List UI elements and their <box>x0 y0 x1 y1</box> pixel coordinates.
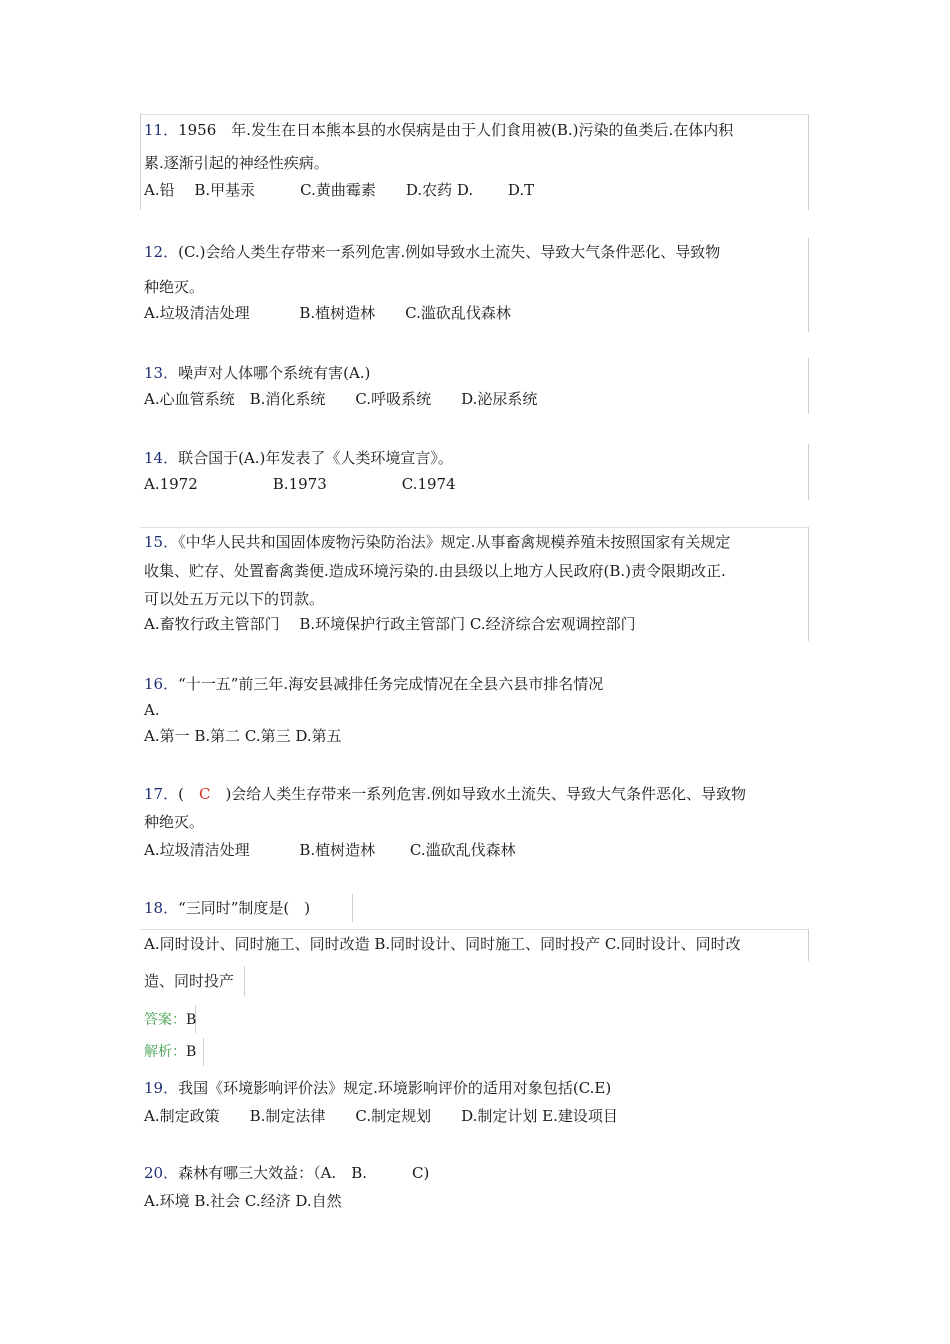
q17-options: A.垃圾清洁处理 B.植树造林 C.滥砍乱伐森林 <box>144 841 516 859</box>
q18-stem <box>144 898 310 918</box>
q20-stem-text: 森林有哪三大效益：（A. B. C) <box>178 1164 430 1182</box>
q16-stem <box>144 674 603 694</box>
q16-stem-text: “十一五”前三年.海安县减排任务完成情况在全县六县市排名情况 <box>178 675 604 693</box>
q16-answer-line: A. <box>144 701 160 719</box>
q14-right-rule <box>808 444 809 500</box>
q18-analysis-value: B <box>186 1044 197 1060</box>
q17-open-paren: ( <box>178 785 199 803</box>
q17-stem-line2: 种绝灭。 <box>144 813 205 831</box>
q12-number: 12． <box>144 243 179 261</box>
q11-top-rule <box>140 114 808 115</box>
q18-number: 18． <box>144 899 179 917</box>
q18-options-line1: A.同时设计、同时施工、同时改造 B.同时设计、同时施工、同时投产 C.同时设计、同时改 <box>144 935 741 953</box>
q15-options: A.畜牧行政主管部门 B.环境保护行政主管部门 C.经济综合宏观调控部门 <box>144 615 636 633</box>
q14-number: 14． <box>144 449 179 467</box>
q11-stem-line2: 累.逐渐引起的神经性疾病。 <box>144 154 329 172</box>
q11-stem-line1 <box>144 120 733 140</box>
q20-number: 20． <box>144 1164 179 1182</box>
q17-stem-text: )会给人类生存带来一系列危害.例如导致水土流失、导致大气条件恶化、导致物 <box>210 785 747 803</box>
q18-analysis-rule <box>203 1038 204 1066</box>
q14-stem <box>144 448 453 468</box>
q12-stem-line2: 种绝灭。 <box>144 278 205 296</box>
q12-right-rule <box>808 238 809 332</box>
q15-right-rule <box>808 527 809 641</box>
q12-stem-line1 <box>144 242 720 262</box>
q19-stem-text: 我国《环境影响评价法》规定.环境影响评价的适用对象包括(C.E) <box>178 1079 612 1097</box>
q15-stem-line2: 收集、贮存、处置畜禽粪便.造成环境污染的.由县级以上地方人民政府(B.)责令限期改正. <box>144 562 726 580</box>
q11-options: A.铅 B.甲基汞 C.黄曲霉素 D.农药 D. D.T <box>144 181 535 199</box>
q18-analysis-label: 解析： <box>144 1044 186 1060</box>
q11-number: 11． <box>144 121 179 139</box>
q18-analysis-line <box>144 1042 196 1062</box>
q20-stem <box>144 1163 429 1183</box>
q13-options: A.心血管系统 B.消化系统 C.呼吸系统 D.泌尿系统 <box>144 390 538 408</box>
q15-stem-line3: 可以处五万元以下的罚款。 <box>144 590 325 608</box>
q15-top-rule <box>140 527 808 528</box>
q18-answer-line <box>144 1010 196 1030</box>
q17-stem-line1 <box>144 784 746 804</box>
q12-stem-text: (C.)会给人类生存带来一系列危害.例如导致水土流失、导致大气条件恶化、导致物 <box>178 243 721 261</box>
q19-options: A.制定政策 B.制定法律 C.制定规划 D.制定计划 E.建设项目 <box>144 1107 618 1125</box>
q16-number: 16． <box>144 675 179 693</box>
q12-options: A.垃圾清洁处理 B.植树造林 C.滥砍乱伐森林 <box>144 304 511 322</box>
q11-left-rule <box>140 114 141 210</box>
q18-answer-label: 答案： <box>144 1012 186 1028</box>
q18-stem-rule <box>352 894 353 922</box>
q13-number: 13． <box>144 364 179 382</box>
q13-stem <box>144 363 370 383</box>
q18-options-right-rule <box>808 929 809 961</box>
q18-stem-text: “三同时”制度是( ) <box>178 899 311 917</box>
q17-number: 17． <box>144 785 179 803</box>
q20-options: A.环境 B.社会 C.经济 D.自然 <box>144 1192 342 1210</box>
q11-stem-text: 1956 年.发生在日本熊本县的水俣病是由于人们食用被(B.)污染的鱼类后.在体内积 <box>178 121 734 139</box>
q18-options-line2: 造、同时投产 <box>144 972 235 990</box>
q15-number: 15． <box>144 533 179 551</box>
q18-options-top-rule <box>140 929 808 930</box>
q15-stem-text: 《中华人民共和国固体废物污染防治法》规定.从事畜禽规模养殖未按照国家有关规定 <box>178 533 731 551</box>
q19-number: 19． <box>144 1079 179 1097</box>
q18-options-line2-rule <box>244 966 245 996</box>
q14-options: A.1972 B.1973 C.1974 <box>144 475 456 493</box>
q15-stem-line1 <box>144 532 730 552</box>
q11-right-rule <box>808 114 809 210</box>
q19-stem <box>144 1078 611 1098</box>
q13-stem-text: 噪声对人体哪个系统有害(A.) <box>178 364 371 382</box>
q18-answer-value: B <box>186 1012 197 1028</box>
q16-options: A.第一 B.第二 C.第三 D.第五 <box>144 727 342 745</box>
q14-stem-text: 联合国于(A.)年发表了《人类环境宣言》。 <box>178 449 453 467</box>
q13-right-rule <box>808 358 809 414</box>
q17-answer: C <box>198 785 211 803</box>
